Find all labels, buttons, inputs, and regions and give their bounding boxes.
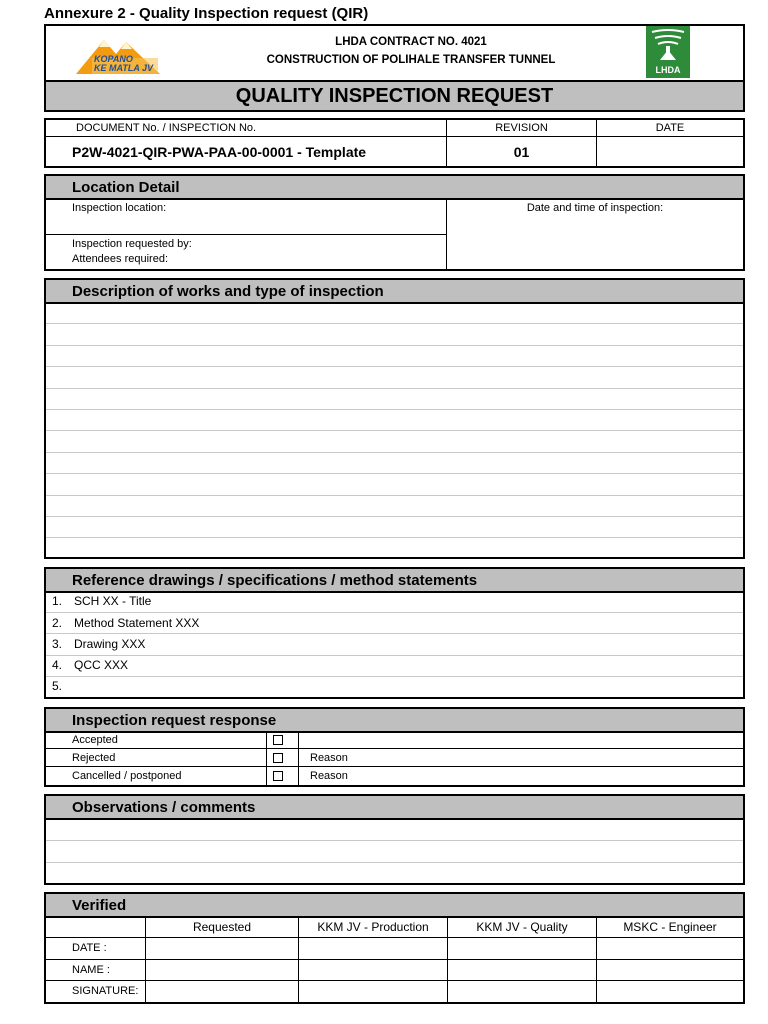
reference-text: QCC XXX	[74, 658, 129, 672]
reference-text: SCH XX - Title	[74, 594, 152, 608]
rejected-reason[interactable]: Reason	[310, 752, 348, 764]
column-kkm-production: KKM JV - Production	[317, 920, 429, 934]
column-mskc-engineer: MSKC - Engineer	[623, 920, 717, 934]
response-section-title: Inspection request response	[44, 707, 745, 733]
list-item[interactable]	[52, 594, 151, 608]
list-item[interactable]	[52, 658, 128, 672]
form-title: QUALITY INSPECTION REQUEST	[46, 80, 743, 110]
reference-number: 3.	[52, 637, 63, 651]
attendees-label[interactable]: Attendees required:	[72, 253, 169, 265]
lhda-logo	[646, 26, 690, 78]
kopano-logo	[74, 32, 164, 78]
location-box	[44, 198, 745, 271]
reference-text: Drawing XXX	[74, 637, 146, 651]
reference-number: 4.	[52, 658, 63, 672]
references-box	[44, 591, 745, 699]
verified-section-title: Verified	[44, 892, 745, 918]
project-name: CONSTRUCTION OF POLIHALE TRANSFER TUNNEL	[266, 54, 556, 66]
requested-by-label[interactable]: Inspection requested by:	[72, 238, 192, 250]
inspection-location-label[interactable]: Inspection location:	[72, 202, 167, 214]
list-item[interactable]	[52, 616, 199, 630]
revision-label: REVISION	[495, 122, 548, 134]
row-name-label: NAME :	[72, 964, 110, 976]
description-box[interactable]	[44, 302, 745, 559]
description-section-title: Description of works and type of inspection	[44, 278, 745, 304]
doc-no-label: DOCUMENT No. / INSPECTION No.	[76, 122, 257, 134]
accepted-checkbox[interactable]	[273, 735, 283, 745]
header-box	[44, 24, 745, 112]
observations-box[interactable]	[44, 818, 745, 885]
response-cancelled-label: Cancelled / postponed	[72, 770, 182, 782]
response-box	[44, 731, 745, 787]
lhda-emblem-icon	[646, 26, 690, 66]
column-kkm-quality: KKM JV - Quality	[476, 920, 568, 934]
list-item[interactable]	[52, 637, 145, 651]
column-requested: Requested	[192, 920, 252, 934]
contract-number: LHDA CONTRACT NO. 4021	[335, 36, 487, 48]
reference-number: 1.	[52, 594, 63, 608]
date-time-label[interactable]: Date and time of inspection:	[526, 202, 664, 214]
date-label: DATE	[655, 122, 685, 134]
reference-number: 5.	[52, 679, 63, 693]
doc-no-value[interactable]: P2W-4021-QIR-PWA-PAA-00-0001 - Template	[72, 144, 367, 160]
reference-number: 2.	[52, 616, 63, 630]
references-section-title: Reference drawings / specifications / method statements	[44, 567, 745, 593]
row-signature-label: SIGNATURE:	[72, 985, 139, 997]
cancelled-checkbox[interactable]	[273, 771, 283, 781]
reference-text: Method Statement XXX	[74, 616, 200, 630]
response-accepted-label: Accepted	[72, 734, 118, 746]
observations-section-title: Observations / comments	[44, 794, 745, 820]
verified-table	[44, 916, 745, 1004]
location-section-title: Location Detail	[44, 174, 745, 200]
rejected-checkbox[interactable]	[273, 753, 283, 763]
row-date-label: DATE :	[72, 942, 107, 954]
revision-value[interactable]: 01	[513, 144, 530, 160]
logo-left-line2: KE MATLA JV	[94, 63, 154, 73]
annexure-title: Annexure 2 - Quality Inspection request (QIR)	[44, 5, 369, 22]
doc-info-table	[44, 118, 745, 168]
response-rejected-label: Rejected	[72, 752, 116, 764]
list-item[interactable]	[52, 679, 74, 693]
cancelled-reason[interactable]: Reason	[310, 770, 348, 782]
lhda-logo-text: LHDA	[655, 65, 681, 75]
logo-left-line1: KOPANO	[94, 54, 133, 64]
